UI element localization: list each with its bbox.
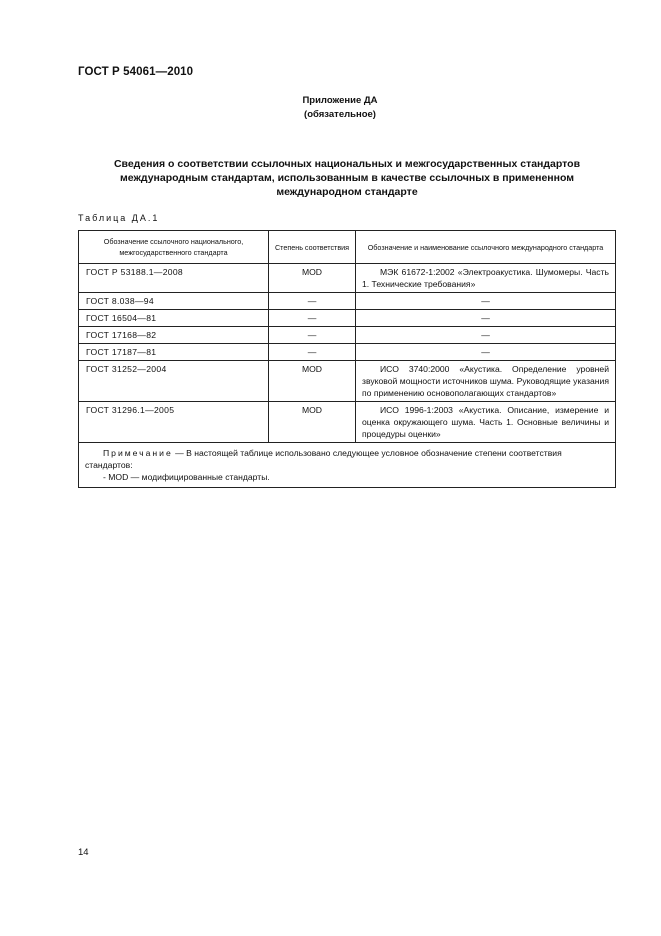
table-row [79, 361, 616, 402]
cell-degree: MOD [269, 402, 356, 443]
section-title-line: Сведения о соответствии ссылочных национальных и межгосударственных стандартов [113, 158, 581, 170]
cell-gost: ГОСТ 8.038—94 [79, 293, 269, 310]
header-national-standard: Обозначение ссылочного национального, межгосударственного стандарта [79, 231, 269, 264]
table-note-row [79, 443, 616, 488]
section-title [78, 157, 616, 199]
cell-gost: ГОСТ Р 53188.1—2008 [79, 264, 269, 293]
cell-intl-text: МЭК 61672-1:2002 «Электроакустика. Шумомеры. Часть 1. Технические требования» [362, 267, 609, 289]
cell-degree: — [269, 344, 356, 361]
cell-gost: ГОСТ 16504—81 [79, 310, 269, 327]
correspondence-table [78, 230, 616, 488]
cell-degree: MOD [269, 264, 356, 293]
cell-intl [356, 264, 616, 293]
table-note [79, 443, 616, 488]
cell-gost: ГОСТ 17187—81 [79, 344, 269, 361]
cell-intl: — [356, 310, 616, 327]
note-label: Примечание [103, 448, 173, 458]
cell-degree: — [269, 327, 356, 344]
header-degree: Степень соответствия [269, 231, 356, 264]
note-item: - MOD — модифицированные стандарты. [103, 472, 270, 482]
page-number: 14 [78, 847, 89, 858]
note-text: — В настоящей таблице использовано следующее условное обозначение степени соответствия стандартов: [85, 448, 562, 470]
cell-intl: — [356, 327, 616, 344]
cell-gost: ГОСТ 31252—2004 [79, 361, 269, 402]
cell-gost: ГОСТ 17168—82 [79, 327, 269, 344]
table-header-row [79, 231, 616, 264]
table-row [79, 327, 616, 344]
cell-intl: — [356, 344, 616, 361]
section-title-line: международном стандарте [276, 186, 418, 198]
table-row [79, 310, 616, 327]
cell-intl [356, 361, 616, 402]
annex-status: (обязательное) [304, 109, 376, 120]
header-international-standard: Обозначение и наименование ссылочного международного стандарта [356, 231, 616, 264]
table-row [79, 344, 616, 361]
annex-heading [240, 94, 440, 122]
cell-intl: — [356, 293, 616, 310]
cell-degree: — [269, 293, 356, 310]
table-row [79, 293, 616, 310]
cell-degree: MOD [269, 361, 356, 402]
table-caption: Таблица ДА.1 [78, 213, 160, 223]
cell-intl-text: ИСО 1996-1:2003 «Акустика. Описание, измерение и оценка окружающего шума. Часть 1. Основные величины и процедуры оценки» [362, 405, 609, 439]
note-paragraph [85, 447, 609, 471]
cell-intl [356, 402, 616, 443]
annex-title: Приложение ДА [302, 95, 378, 106]
table-row [79, 402, 616, 443]
document-code: ГОСТ Р 54061—2010 [78, 66, 194, 78]
section-title-line: международным стандартам, использованным в качестве ссылочных в примененном [119, 172, 575, 184]
table-row [79, 264, 616, 293]
cell-intl-text: ИСО 3740:2000 «Акустика. Определение уровней звуковой мощности источников шума. Руководящие указания по применению основополагающих стандартов» [362, 364, 609, 398]
cell-gost: ГОСТ 31296.1—2005 [79, 402, 269, 443]
cell-degree: — [269, 310, 356, 327]
